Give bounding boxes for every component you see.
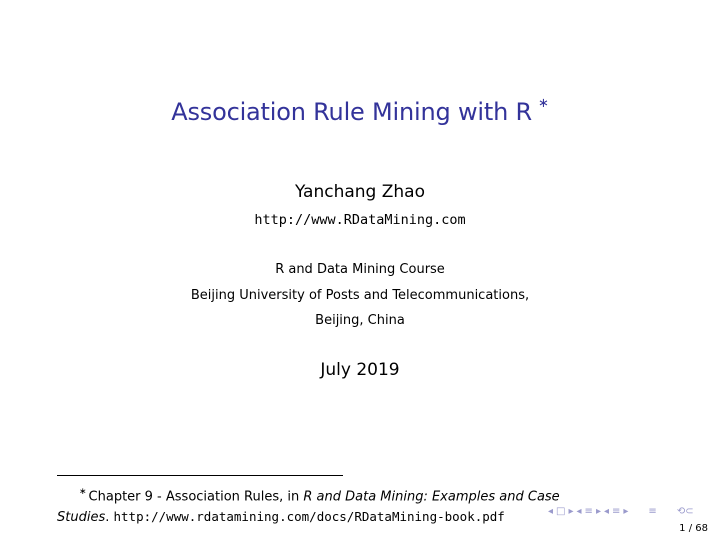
nav-frame-right-icon[interactable]: ▸: [568, 506, 574, 517]
page-number: 1 / 68: [679, 523, 708, 534]
nav-align-icon[interactable]: ≡: [648, 506, 657, 517]
footnote-book-title: R and Data Mining: Examples and Case: [303, 489, 560, 505]
footnote-period: .: [105, 510, 114, 526]
nav-frame-left-icon[interactable]: ◂: [548, 506, 554, 517]
nav-subsection-right-icon[interactable]: ▸: [595, 506, 601, 517]
nav-section-right-icon[interactable]: ▸: [623, 506, 629, 517]
nav-section-left-icon[interactable]: ◂: [603, 506, 609, 517]
beamer-navigation: [548, 504, 694, 520]
footnote: [57, 483, 617, 528]
presentation-date: July 2019: [320, 360, 400, 380]
nav-subsection-icon[interactable]: ≡: [584, 506, 593, 517]
footnote-divider: [57, 475, 343, 476]
title-text: Association Rule Mining with R: [171, 98, 532, 126]
slide-title: [0, 98, 720, 126]
nav-subsection-left-icon[interactable]: ◂: [576, 506, 582, 517]
institution-line-2: Beijing University of Posts and Telecommunications,: [190, 288, 530, 303]
footnote-text: Chapter 9 - Association Rules, in: [88, 489, 304, 505]
author-name: Yanchang Zhao: [295, 182, 425, 202]
nav-search-icon[interactable]: ⟲⊂: [676, 506, 694, 517]
footnote-link[interactable]: http://www.rdatamining.com/docs/RDataMining-book.pdf: [113, 509, 505, 525]
footnote-book-title-cont: Studies: [57, 510, 106, 526]
footnote-marker: ∗: [79, 487, 87, 497]
author-url[interactable]: http://www.RDataMining.com: [254, 212, 466, 228]
nav-frame-icon[interactable]: □: [556, 506, 566, 517]
institution-line-1: R and Data Mining Course: [275, 262, 445, 277]
nav-section-icon[interactable]: ≡: [612, 506, 621, 517]
title-footnote-marker: ∗: [538, 96, 549, 111]
institution-line-3: Beijing, China: [315, 313, 405, 328]
